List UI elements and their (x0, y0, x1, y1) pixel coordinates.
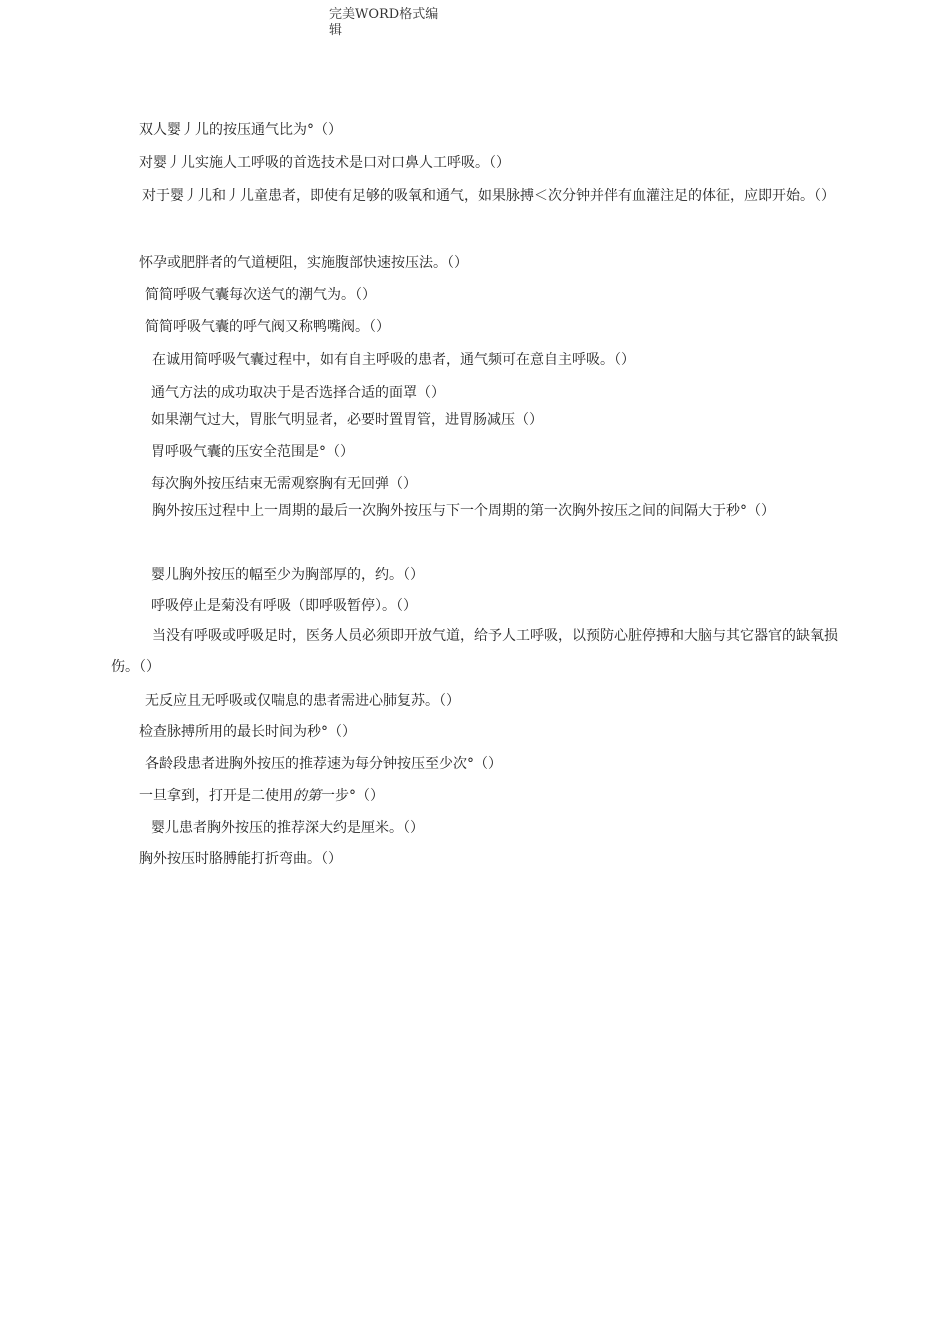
question-8: 通气方法的成功取决于是否选择合适的面罩（） (151, 385, 445, 401)
question-10: 胃呼吸气囊的压安全范围是°（） (151, 444, 354, 460)
question-21: 胸外按压时胳膊能打折弯曲。（） (139, 851, 342, 867)
question-19-text-b: 一步°（） (321, 788, 384, 804)
question-13: 婴儿胸外按压的幅至少为胸部厚的，约。（） (151, 567, 424, 583)
question-19-text-italic: 的第 (293, 788, 321, 804)
question-9: 如果潮气过大，胃胀气明显者，必要时置胃管，进胃肠减压（） (151, 412, 543, 428)
question-12: 胸外按压过程中上一周期的最后一次胸外按压与下一个周期的第一次胸外按压之间的间隔大于秒°（） (152, 503, 775, 519)
header-line-2: 辑 (329, 23, 343, 38)
question-20: 婴儿患者胸外按压的推荐深大约是厘米。（） (151, 820, 424, 836)
question-11: 每次胸外按压结束无需观察胸有无回弹（） (151, 476, 417, 492)
question-19-text-a: 一旦拿到，打开是二使用 (139, 788, 293, 804)
question-16: 无反应且无呼吸或仅喘息的患者需进心肺复苏。（） (145, 693, 460, 709)
question-3: 对于婴丿儿和丿儿童患者，即使有足够的吸氧和通气，如果脉搏＜次分钟并伴有血灌注足的体征，应即开始。（） (142, 188, 835, 204)
question-6: 简简呼吸气囊的呼气阀又称鸭嘴阀。（） (145, 319, 390, 335)
question-2: 对婴丿儿实施人工呼吸的首选技术是口对口鼻人工呼吸。（） (139, 155, 510, 171)
page-header (329, 7, 459, 39)
question-7: 在诚用简呼吸气囊过程中，如有自主呼吸的患者，通气频可在意自主呼吸。（） (152, 352, 635, 368)
question-15: 当没有呼吸或呼吸足时，医务人员必须即开放气道，给予人工呼吸，以预防心脏停搏和大脑与其它器官的缺氧损伤。（） (111, 628, 838, 675)
question-17: 检查脉搏所用的最长时间为秒°（） (139, 724, 356, 740)
header-line-1: 完美WORD格式编 (329, 7, 439, 22)
question-14: 呼吸停止是菊没有呼吸（即呼吸暂停）。（） (151, 598, 417, 614)
question-1: 双人婴丿儿的按压通气比为°（） (139, 122, 342, 138)
question-19 (139, 787, 384, 805)
question-5: 简简呼吸气囊每次送气的潮气为。（） (145, 287, 376, 303)
question-4: 怀孕或肥胖者的气道梗阻，实施腹部快速按压法。（） (139, 255, 468, 271)
question-18: 各龄段患者进胸外按压的推荐速为每分钟按压至少次°（） (145, 756, 502, 772)
